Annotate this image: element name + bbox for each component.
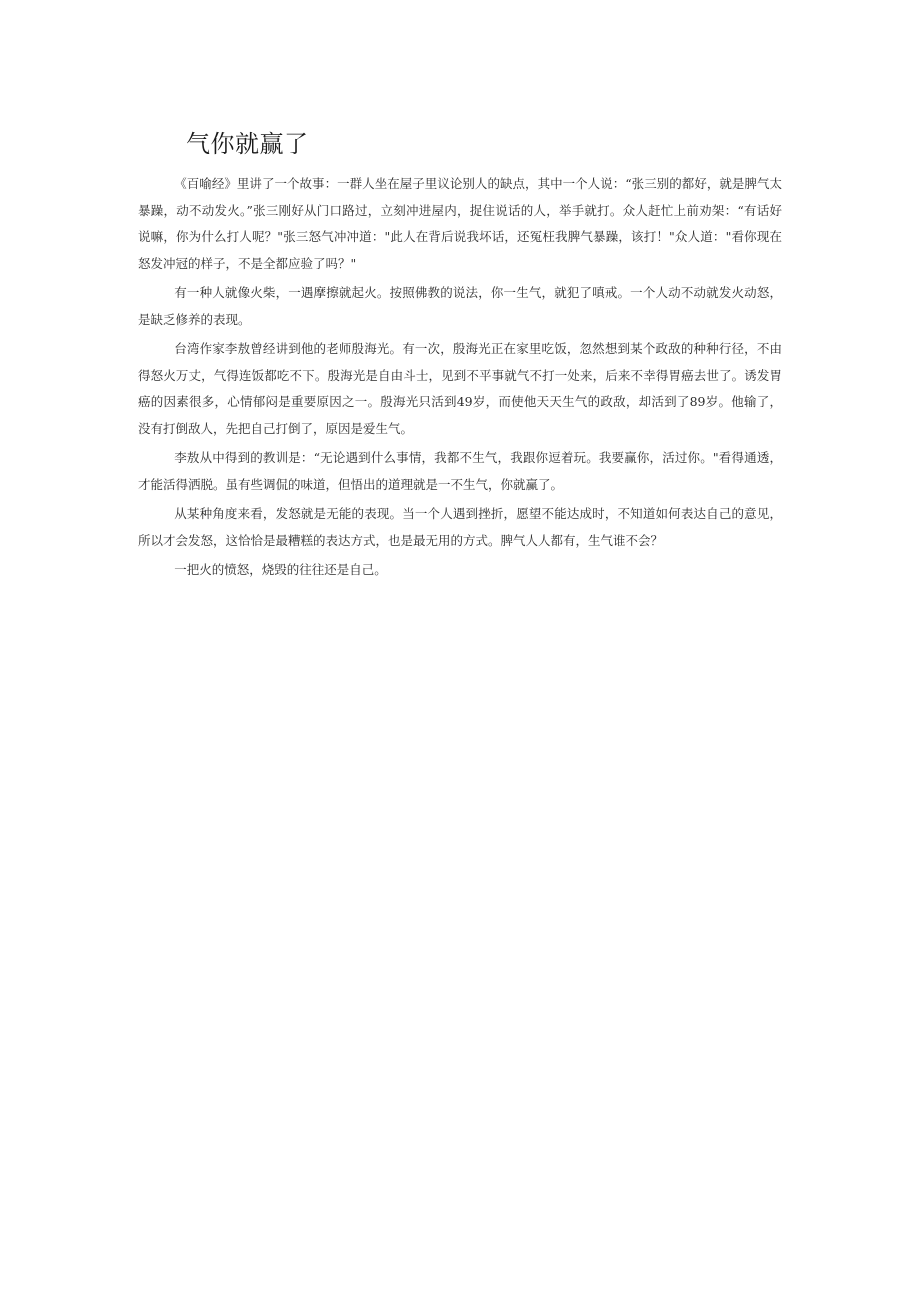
article-body [138, 171, 782, 587]
paragraph-1: 《百喻经》里讲了一个故事：一群人坐在屋子里议论别人的缺点，其中一个人说：“张三别的都好，就是脾气太暴躁，动不动发火。”张三刚好从门口路过，立刻冲进屋内，捉住说话的人，举手就打。众人赶忙上前劝架：“有话好说嘛，你为什么打人呢？"张三怒气冲冲道："此人在背后说我坏话，还冤枉我脾气暴躁，该打！"众人道："看你现在怒发冲冠的样子，不是全都应验了吗？" [138, 176, 782, 271]
paragraph-6: 一把火的愤怒，烧毁的往往还是自己。 [174, 562, 387, 577]
paragraph-5: 从某种角度来看，发怒就是无能的表现。当一个人遇到挫折，愿望不能达成时，不知道如何表达自己的意见，所以才会发怒，这恰恰是最糟糕的表达方式，也是最无用的方式。脾气人人都有，生气谁不会？ [138, 506, 782, 548]
paragraph-3: 台湾作家李敖曾经讲到他的老师殷海光。有一次，殷海光正在家里吃饭，忽然想到某个政敌的种种行径，不由得怒火万丈，气得连饭都吃不下。殷海光是自由斗士，见到不平事就气不打一处来，后来不幸得胃癌去世了。诱发胃癌的因素很多，心情郁闷是重要原因之一。殷海光只活到49岁，而使他天天生气的政敌，却活到了89岁。他输了，没有打倒敌人，先把自己打倒了，原因是爱生气。 [138, 341, 782, 436]
paragraph-4: 李敖从中得到的教训是：“无论遇到什么事情，我都不生气，我跟你逗着玩。我要赢你，活过你。"看得通透，才能活得洒脱。虽有些调侃的味道，但悟出的道理就是一不生气，你就赢了。 [138, 450, 782, 492]
paragraph-2: 有一种人就像火柴，一遇摩擦就起火。按照佛教的说法，你一生气，就犯了嗔戒。一个人动不动就发火动怒，是缺乏修养的表现。 [138, 285, 782, 327]
page-title: 气你就赢了 [186, 130, 309, 158]
